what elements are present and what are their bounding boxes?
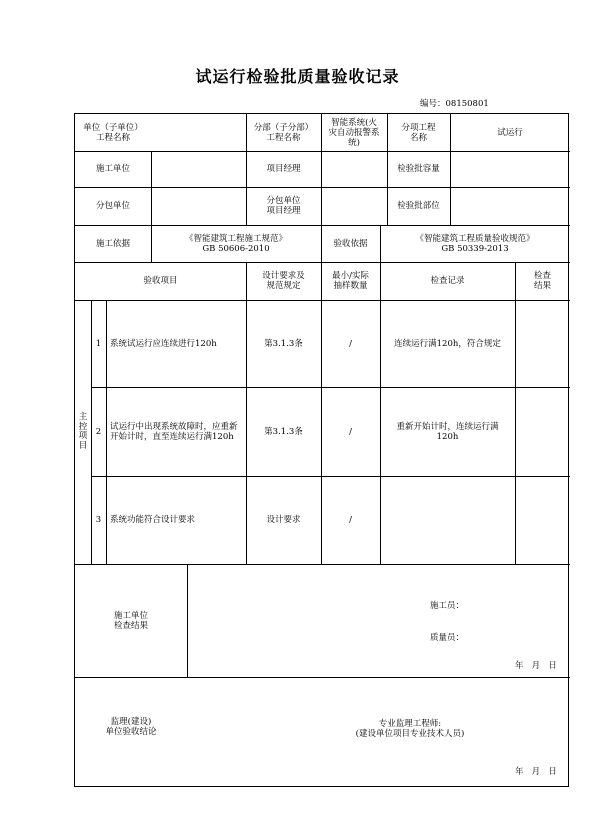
division-project-name-label: 分部（子分部） 工程名称 — [253, 122, 314, 143]
item-record[interactable]: 重新开始计时，连续运行满 120h — [396, 421, 499, 442]
subitem-project-name-label: 分项工程 名称 — [401, 122, 436, 143]
document-number: 编号：08150801 — [420, 99, 489, 109]
page-title: 试运行检验批质量验收记录 — [195, 67, 400, 86]
col-header-record: 检查记录 — [430, 276, 465, 286]
col-header-item: 验收项目 — [143, 276, 178, 286]
col-header-sample: 最小/实际 抽样数量 — [332, 271, 369, 291]
item-record[interactable] — [380, 476, 515, 564]
supervisor-conclusion-label: 监理(建设) 单位验收结论 — [105, 716, 157, 737]
subitem-project-name-value[interactable]: 试运行 — [497, 127, 523, 138]
project-manager-label: 项目经理 — [266, 164, 301, 174]
item-sample[interactable]: / — [349, 515, 352, 525]
item-result[interactable] — [515, 300, 570, 387]
construction-worker-signature[interactable]: 施工员： — [430, 601, 465, 611]
batch-capacity-label: 检验批容量 — [397, 164, 440, 174]
item-result[interactable] — [515, 476, 570, 564]
supervisor-check-date[interactable]: 年 月 日 — [515, 767, 557, 777]
sub-project-manager-label: 分包单位 项目经理 — [266, 196, 301, 216]
subcontractor-value[interactable] — [151, 187, 246, 225]
project-manager-value[interactable] — [321, 151, 387, 187]
item-number: 3 — [95, 515, 102, 525]
acceptance-form — [74, 113, 569, 787]
item-requirement: 设计要求 — [266, 515, 301, 525]
grid-line — [187, 564, 188, 677]
division-project-name-value[interactable]: 智能系统(火 灾自动报警系 统) — [328, 117, 380, 148]
item-description: 系统试运行应连续进行120h — [110, 338, 217, 349]
construction-basis-label: 施工依据 — [95, 238, 130, 249]
item-description: 试运行中出现系统故障时，应重新开始计时，直至连续运行满120h — [110, 421, 238, 442]
supervising-engineer-signature[interactable]: 专业监理工程师: (建设单位项目专业技术人员) — [355, 719, 465, 739]
item-sample[interactable]: / — [349, 338, 352, 349]
sub-project-manager-value[interactable] — [321, 187, 387, 225]
item-number: 1 — [95, 338, 102, 349]
item-sample[interactable]: / — [349, 426, 352, 437]
contractor-check-date[interactable]: 年 月 日 — [515, 661, 557, 671]
unit-project-name-label: 单位（子单位） 工程名称 — [83, 122, 143, 143]
item-number: 2 — [95, 426, 102, 437]
batch-part-label: 检验批部位 — [397, 201, 440, 211]
item-requirement: 第3.1.3条 — [264, 338, 303, 349]
main-control-items-label: 主 控 项 目 — [78, 412, 88, 451]
item-requirement: 第3.1.3条 — [264, 426, 303, 437]
contractor-check-label: 施工单位 检查结果 — [113, 610, 148, 631]
batch-capacity-value[interactable] — [450, 151, 570, 187]
col-header-result: 检查 结果 — [533, 271, 551, 291]
quality-inspector-signature[interactable]: 质量员： — [430, 633, 465, 643]
construction-basis-value: 《智能建筑工程施工规范》 GB 50606-2010 — [184, 233, 287, 254]
col-header-requirement: 设计要求及 规范规定 — [262, 271, 305, 291]
contractor-label: 施工单位 — [95, 164, 130, 174]
unit-project-name-value[interactable] — [151, 114, 246, 151]
item-record[interactable]: 连续运行满120h，符合规定 — [394, 338, 501, 349]
acceptance-basis-value: 《智能建筑工程质量验收规范》 GB 50339-2013 — [415, 233, 535, 254]
item-result[interactable] — [515, 387, 570, 476]
item-description: 系统功能符合设计要求 — [110, 515, 196, 525]
subcontractor-label: 分包单位 — [95, 201, 130, 211]
contractor-value[interactable] — [151, 151, 246, 187]
batch-part-value[interactable] — [450, 187, 570, 225]
acceptance-basis-label: 验收依据 — [333, 238, 368, 249]
